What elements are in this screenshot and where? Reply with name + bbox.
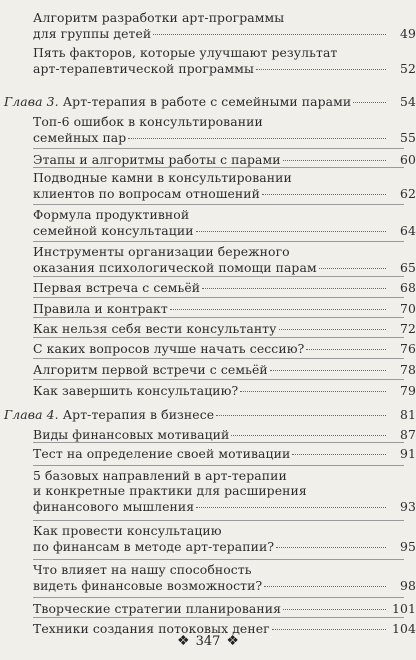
toc-entry-title: Тест на определение своей мотивации <box>33 446 291 461</box>
toc-entry <box>0 562 416 593</box>
toc-entry-line <box>0 259 416 275</box>
entry-divider <box>33 167 404 168</box>
toc-entry <box>0 320 416 336</box>
toc-page-number: 64 <box>400 223 416 238</box>
dot-leader <box>353 90 386 103</box>
entry-divider <box>33 204 404 205</box>
toc-entry-title: для группы детей <box>33 26 152 41</box>
page-footer <box>0 631 416 651</box>
toc-entry-line <box>0 468 416 483</box>
dot-leader <box>292 442 386 455</box>
toc-entry <box>0 382 416 398</box>
entry-divider <box>33 559 404 560</box>
dot-leader <box>276 535 386 548</box>
toc-entry <box>0 45 416 76</box>
dot-leader <box>202 276 386 289</box>
toc-entry-line <box>0 222 416 238</box>
toc-entry-title: семейных пар <box>33 130 127 145</box>
toc-entry-line <box>0 300 416 316</box>
toc-entry-title: Подводные камни в консультировании <box>33 170 292 185</box>
toc-entry-title: С каких вопросов лучше начать сессию? <box>33 341 305 356</box>
toc-entry <box>0 279 416 295</box>
toc-entry-title: Что влияет на нашу способность <box>33 562 252 577</box>
toc-entry-line <box>0 279 416 295</box>
entry-divider <box>33 241 404 242</box>
toc-page-number: 52 <box>400 61 416 76</box>
toc-entry <box>0 244 416 275</box>
toc-entry-title: финансового мышления <box>33 499 195 514</box>
dot-leader <box>270 358 386 371</box>
toc-entry-title: клиентов по вопросам отношений <box>33 186 260 201</box>
toc-page-number: 79 <box>400 383 416 398</box>
dot-leader <box>196 495 386 508</box>
chapter-label: Глава 4. <box>4 407 59 422</box>
dot-leader <box>264 574 386 587</box>
toc-page-number: 68 <box>400 280 416 295</box>
toc-entry-line <box>0 538 416 554</box>
toc-page-number: 55 <box>400 130 416 145</box>
toc-entry-title: Формула продуктивной <box>33 207 190 222</box>
dot-leader <box>256 57 386 70</box>
toc-entry <box>0 10 416 41</box>
toc-entry-title: и конкретные практики для расширения <box>33 483 307 498</box>
toc-entry-line <box>0 577 416 593</box>
toc-entry-title: Творческие стратегии планирования <box>33 601 282 616</box>
toc-entry <box>0 361 416 377</box>
dot-leader <box>319 256 386 269</box>
toc-entry <box>0 340 416 356</box>
dot-leader <box>240 379 386 392</box>
dot-leader <box>196 219 386 232</box>
toc-entry-title: оказания психологической помощи парам <box>33 260 317 275</box>
toc-entry-title: Арт-терапия в работе с семейными парами <box>62 94 352 109</box>
toc-entry-line <box>0 498 416 514</box>
toc-entry <box>0 114 416 145</box>
toc-page-number: 93 <box>400 499 416 514</box>
toc-entry <box>0 600 416 616</box>
page-number: 347 <box>195 633 221 649</box>
ornament-left-icon: ❖ <box>177 633 190 649</box>
toc-entry <box>0 207 416 238</box>
toc-entry <box>0 426 416 442</box>
toc-page-number: 98 <box>400 578 416 593</box>
toc-page-number: 60 <box>400 152 416 167</box>
toc-entry-title: Техники создания потоковых денег <box>33 621 270 636</box>
toc-entry <box>0 523 416 554</box>
entry-divider <box>33 465 404 466</box>
entry-divider <box>33 520 404 521</box>
toc-entry-line <box>0 185 416 201</box>
toc-entry-line <box>0 60 416 76</box>
dot-leader <box>306 337 386 350</box>
dot-leader <box>283 148 386 161</box>
toc-entry-title: Как провести консультацию <box>33 523 222 538</box>
dot-leader <box>170 297 386 310</box>
toc-page-number: 91 <box>400 446 416 461</box>
toc-entry-line <box>0 340 416 356</box>
toc-entry-title: Топ-6 ошибок в консультировании <box>33 114 263 129</box>
toc-chapter-entry <box>0 406 416 422</box>
toc-entry-title: Виды финансовых мотиваций <box>33 427 230 442</box>
toc-entry-line <box>0 600 416 616</box>
dot-leader <box>272 617 386 630</box>
toc-entry-title: Пять факторов, которые улучшают результат <box>33 45 338 60</box>
toc-entry <box>0 445 416 461</box>
toc-entry <box>0 151 416 167</box>
toc-entry-line <box>0 361 416 377</box>
toc-entry-line <box>0 129 416 145</box>
toc-entry-title: Первая встреча с семьёй <box>33 280 201 295</box>
dot-leader <box>231 423 386 436</box>
toc-page-number: 78 <box>400 362 416 377</box>
toc-page-number: 101 <box>392 601 416 616</box>
toc-entry-line <box>0 406 416 422</box>
toc-entry-title: семейной консультации <box>33 223 194 238</box>
toc-page-number: 54 <box>400 94 416 109</box>
toc-page-number: 104 <box>392 621 416 636</box>
toc-page-number: 65 <box>400 260 416 275</box>
toc-entry <box>0 300 416 316</box>
toc-entry-title: Алгоритм первой встречи с семьёй <box>33 362 268 377</box>
toc-entry-line <box>0 382 416 398</box>
toc-entry <box>0 468 416 514</box>
toc-entry-title: арт-терапевтической программы <box>33 61 254 76</box>
toc-page-number: 70 <box>400 301 416 316</box>
toc-page-number: 76 <box>400 341 416 356</box>
toc-entry-title: Правила и контракт <box>33 301 168 316</box>
toc-page-number: 72 <box>400 321 416 336</box>
toc-chapter-entry <box>0 93 416 109</box>
dot-leader <box>283 597 386 610</box>
dot-leader <box>128 126 386 139</box>
dot-leader <box>262 182 386 195</box>
toc-entry-title: видеть финансовые возможности? <box>33 578 263 593</box>
toc-entry <box>0 170 416 201</box>
toc-entry-line <box>0 25 416 41</box>
dot-leader <box>153 22 386 35</box>
toc-entry-title: Этапы и алгоритмы работы с парами <box>33 152 281 167</box>
toc-entry-title: Алгоритм разработки арт-программы <box>33 10 285 25</box>
ornament-right-icon: ❖ <box>226 633 239 649</box>
toc-page-number: 81 <box>400 407 416 422</box>
dot-leader <box>216 403 386 416</box>
toc-entry-title: по финансам в методе арт-терапии? <box>33 539 275 554</box>
toc-entry-title: Инструменты организации бережного <box>33 244 290 259</box>
toc-entry-line <box>0 426 416 442</box>
toc-page-number: 95 <box>400 539 416 554</box>
dot-leader <box>279 317 386 330</box>
toc-entry-title: Арт-терапия в бизнесе <box>62 407 215 422</box>
toc-entry-title: Как завершить консультацию? <box>33 383 239 398</box>
toc-entry-line <box>0 151 416 167</box>
toc-entry-line <box>0 320 416 336</box>
toc-page-number: 49 <box>400 26 416 41</box>
toc-entry-line <box>0 445 416 461</box>
toc-entry-title: 5 базовых направлений в арт-терапии <box>33 468 287 483</box>
toc-page-number: 87 <box>400 427 416 442</box>
chapter-label: Глава 3. <box>4 94 59 109</box>
toc-entry-title: Как нельзя себя вести консультанту <box>33 321 277 336</box>
toc-entry-line <box>0 93 416 109</box>
toc-page-number: 62 <box>400 186 416 201</box>
